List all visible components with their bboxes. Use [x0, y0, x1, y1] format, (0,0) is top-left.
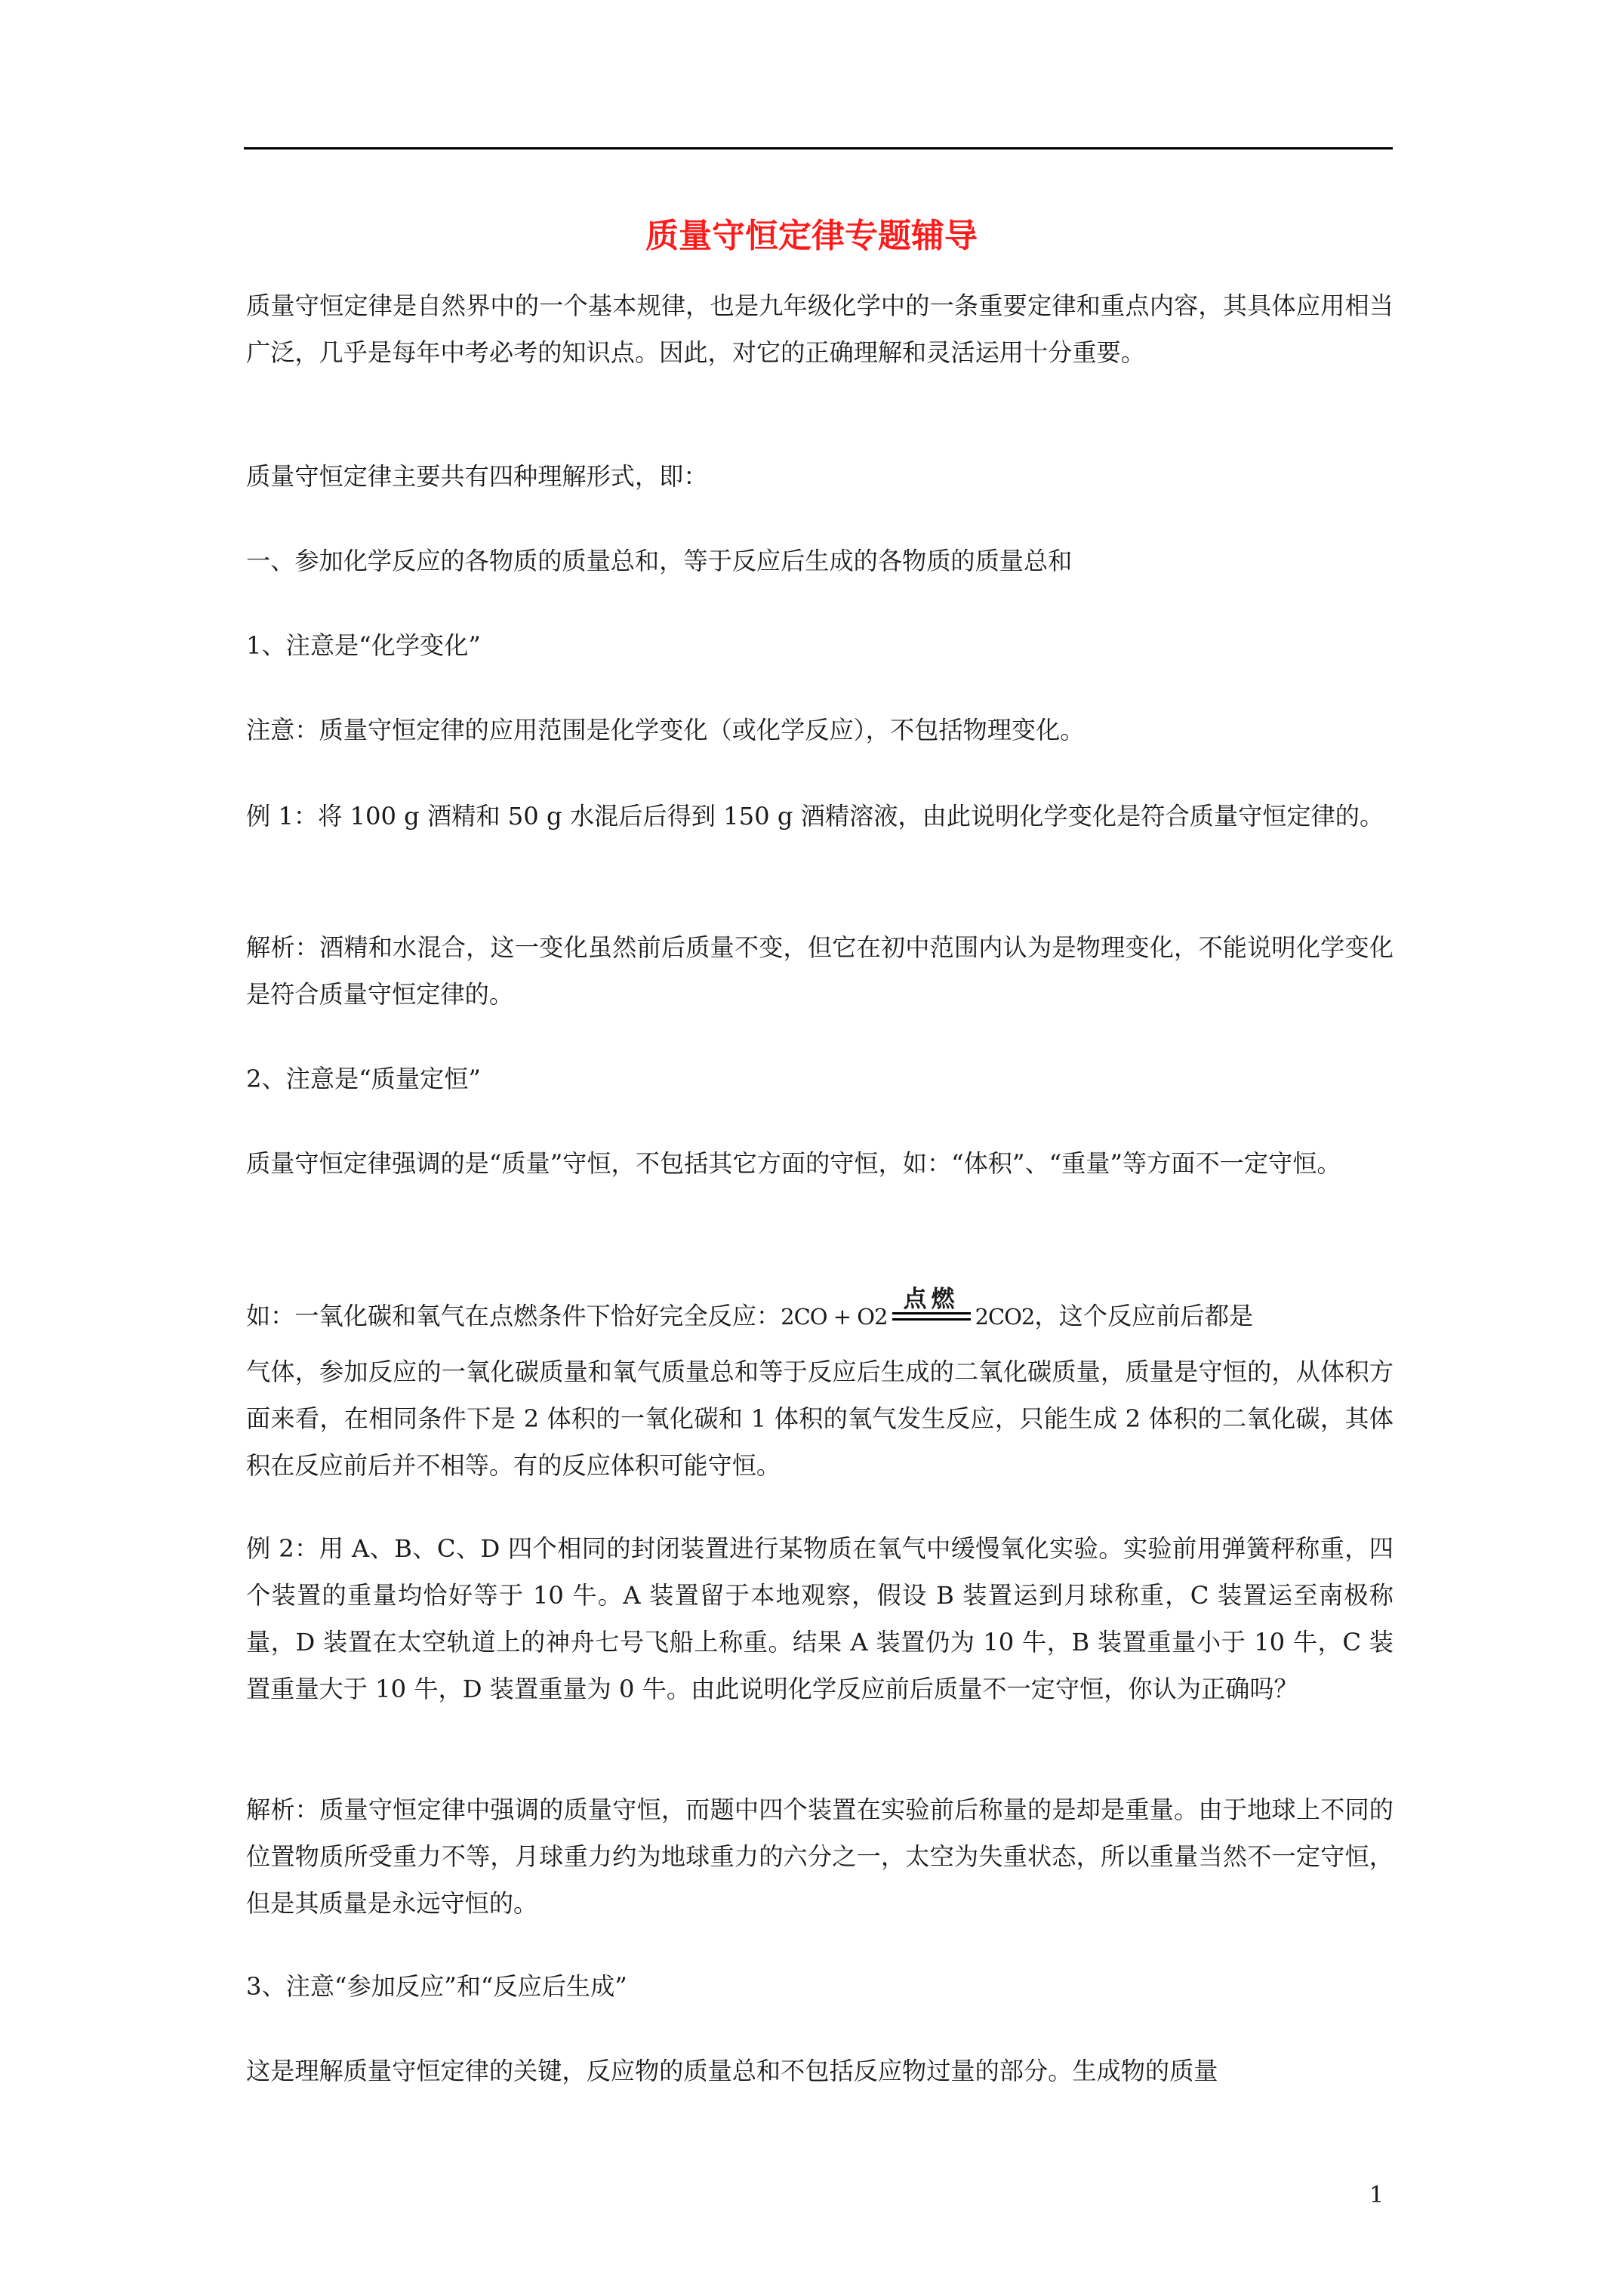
example-2: 例 2：用 A、B、C、D 四个相同的封闭装置进行某物质在氧气中缓慢氧化实验。实验前用弹簧秤称重，四个装置的重量均恰好等于 10 牛。A 装置留于本地观察，假设 B 装置运到月球称重，C 装置运至南极称量，D 装置在太空轨道上的神舟七号飞船上称重。结果 A 装置仍为 10 牛，B 装置重量小于 10 牛，C 装置重量大于 10 牛，D 装置重量为 0 牛。由此说明化学反应前后质量不一定守恒，你认为正确吗？	[246, 1534, 1394, 1703]
analysis-1: 解析：酒精和水混合，这一变化虽然前后质量不变，但它在初中范围内认为是物理变化，不能说明化学变化是符合质量守恒定律的。	[246, 933, 1394, 1009]
header-rule	[244, 147, 1393, 149]
note-body-2: 质量守恒定律强调的是“质量”守恒，不包括其它方面的守恒，如：“体积”、“重量”等方面不一定守恒。	[246, 1149, 1341, 1178]
forms-paragraph: 质量守恒定律主要共有四种理解形式，即：	[246, 462, 708, 491]
section-heading-1: 一、参加化学反应的各物质的质量总和，等于反应后生成的各物质的质量总和	[246, 547, 1073, 575]
note-body-3: 这是理解质量守恒定律的关键，反应物的质量总和不包括反应物过量的部分。生成物的质量	[246, 2057, 1218, 2085]
reaction-arrow	[892, 1285, 971, 1326]
intro-paragraph: 质量守恒定律是自然界中的一个基本规律，也是九年级化学中的一条重要定律和重点内容，其具体应用相当广泛，几乎是每年中考必考的知识点。因此，对它的正确理解和灵活运用十分重要。	[246, 291, 1394, 367]
note-heading-2: 2、注意是“质量定恒”	[246, 1065, 481, 1093]
note-body-1: 注意：质量守恒定律的应用范围是化学变化（或化学反应），不包括物理变化。	[246, 716, 1085, 744]
equation-products: 2CO2	[975, 1304, 1035, 1330]
co-explanation: 气体，参加反应的一氧化碳质量和氧气质量总和等于反应后生成的二氧化碳质量，质量是守恒的，从体积方面来看，在相同条件下是 2 体积的一氧化碳和 1 体积的氧气发生反应，只能生成 2 体积的二氧化碳，其体积在反应前后并不相等。有的反应体积可能守恒。	[246, 1358, 1394, 1480]
reaction-condition: 点燃	[903, 1285, 959, 1313]
note-heading-1: 1、注意是“化学变化”	[246, 631, 481, 660]
note-heading-3: 3、注意“参加反应”和“反应后生成”	[246, 1972, 627, 2001]
example-1: 例 1：将 100 g 酒精和 50 g 水混后后得到 150 g 酒精溶液，由此说明化学变化是符合质量守恒定律的。	[246, 802, 1384, 831]
equation-line	[246, 1285, 1394, 1340]
equation-suffix: ，这个反应前后都是	[1034, 1302, 1254, 1330]
analysis-2: 解析：质量守恒定律中强调的质量守恒，而题中四个装置在实验前后称量的是却是重量。由于地球上不同的位置物质所受重力不等，月球重力约为地球重力的六分之一，太空为失重状态，所以重量当然不一定守恒，但是其质量是永远守恒的。	[246, 1795, 1394, 1918]
equation-reactants: 2CO + O2	[781, 1304, 888, 1330]
page-title: 质量守恒定律专题辅导	[645, 217, 978, 255]
page-number: 1	[1369, 2182, 1384, 2208]
equation-intro: 如：一氧化碳和氧气在点燃条件下恰好完全反应：	[246, 1302, 781, 1330]
